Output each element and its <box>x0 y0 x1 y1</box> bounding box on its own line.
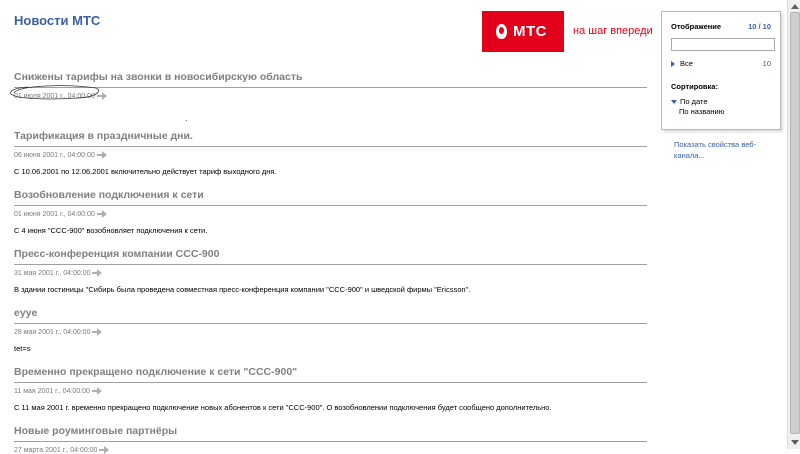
entry-divider <box>14 382 647 383</box>
go-arrow-icon[interactable] <box>92 269 102 277</box>
entry-meta <box>14 446 647 454</box>
entry-description: С 4 июня "ССС-900" возобновляет подключения к сети. <box>14 226 208 235</box>
feed-properties-link[interactable]: Показать свойства веб-канала... <box>674 140 757 160</box>
go-arrow-icon[interactable] <box>97 151 107 159</box>
entry-description: tet=s <box>14 344 31 353</box>
entry-title-link[interactable]: Новые роуминговые партнёры <box>14 425 178 437</box>
entry-date: 01 июля 2001 г., 04:00:00 <box>14 92 95 100</box>
sort-label: Сортировка: <box>671 82 718 91</box>
entry-divider <box>14 205 647 206</box>
feed-search-input[interactable] <box>671 38 775 51</box>
feed-options-panel <box>661 11 781 130</box>
go-arrow-icon[interactable] <box>92 387 102 395</box>
entry-description: С 11 мая 2001 г. временно прекращено подключение новых абонентов к сети "ССС-900". О возобновлении подключения будет сообщено дополнительно. <box>14 403 552 412</box>
scroll-down-icon[interactable] <box>791 440 799 445</box>
scroll-up-icon[interactable] <box>791 4 799 9</box>
sort-by-date[interactable] <box>671 97 708 106</box>
entry-meta <box>14 151 647 159</box>
logo-text: МТС <box>513 23 547 40</box>
entry-meta <box>14 328 647 336</box>
entry-title-link[interactable]: Пресс-конференция компании ССС-900 <box>14 248 220 260</box>
filter-all-count: 10 <box>762 59 771 68</box>
entry-divider <box>14 146 647 147</box>
entry-title-link[interactable]: eyуe <box>14 307 38 319</box>
entry-date: 01 июня 2001 г., 04:00:00 <box>14 210 95 218</box>
entry-title-link[interactable]: Снижены тарифы на звонки в новосибирскую область <box>14 71 303 83</box>
filter-all-label: Все <box>680 59 693 68</box>
entry-date: 11 мая 2001 г., 04:00:00 <box>14 387 90 395</box>
entry-meta <box>14 387 647 395</box>
scroll-thumb[interactable] <box>790 12 800 434</box>
filter-all[interactable] <box>671 59 771 68</box>
go-arrow-icon[interactable] <box>92 328 102 336</box>
logo-slogan: на шаг впереди <box>573 25 653 37</box>
entry-date: 28 мая 2001 г., 04:00:00 <box>14 328 91 336</box>
entry-meta <box>14 92 647 100</box>
display-header <box>671 22 771 31</box>
go-arrow-icon[interactable] <box>97 92 107 100</box>
page-title: Новости МТС <box>14 13 101 28</box>
sort-by-date-label: По дате <box>680 97 708 106</box>
display-count: 10 / 10 <box>748 22 771 31</box>
entry-meta <box>14 210 647 218</box>
entry-description: В здании гостиницы "Сибирь была проведена совместная пресс-конференция компании "ССС-900" и шведской фирмы "Ericsson". <box>14 285 471 294</box>
feed-entry <box>14 307 647 353</box>
entry-title-link[interactable]: Возобновление подключения к сети <box>14 189 204 201</box>
feed-entry <box>14 425 647 454</box>
entry-divider <box>14 323 647 324</box>
entry-divider <box>14 264 647 265</box>
go-arrow-icon[interactable] <box>97 210 107 218</box>
feed-entry <box>14 71 647 100</box>
triangle-down-icon <box>671 100 677 104</box>
entry-description: С 10.06.2001 по 12.06.2001 включительно действует тариф выходного дня. <box>14 167 277 176</box>
stray-dot <box>186 120 187 121</box>
entry-date: 31 мая 2001 г., 04:00:00 <box>14 269 91 277</box>
mts-logo <box>482 11 564 52</box>
entry-title-link[interactable]: Временно прекращено подключение к сети "ССС-900" <box>14 366 298 378</box>
entry-divider <box>14 441 647 442</box>
entry-meta <box>14 269 647 277</box>
entry-date: 06 июня 2001 г., 04:00:00 <box>14 151 95 159</box>
triangle-right-icon <box>671 61 675 67</box>
feed-entry <box>14 189 647 235</box>
display-label: Отображение <box>671 22 722 31</box>
feed-entry <box>14 248 647 294</box>
vertical-scrollbar[interactable] <box>787 0 800 449</box>
mts-egg-icon <box>496 24 507 39</box>
entry-divider <box>14 87 647 88</box>
sort-by-name[interactable]: По названию <box>679 107 725 116</box>
entry-title-link[interactable]: Тарификация в праздничные дни. <box>14 130 193 142</box>
entry-date: 27 марта 2001 г., 04:00:00 <box>14 446 98 454</box>
feed-entry <box>14 366 647 412</box>
go-arrow-icon[interactable] <box>99 446 109 454</box>
feed-entry <box>14 130 647 176</box>
